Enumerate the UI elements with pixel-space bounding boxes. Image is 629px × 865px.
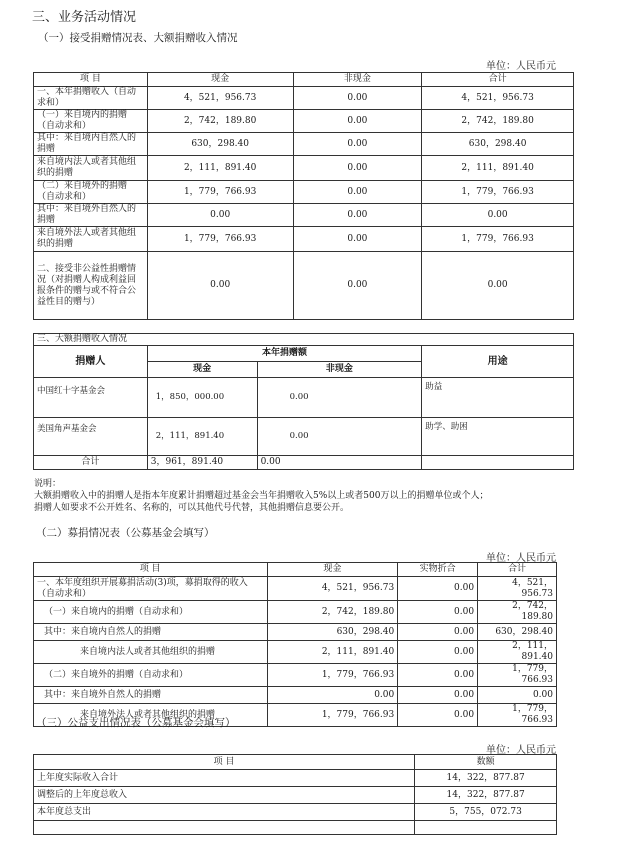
row-label: 二、接受非公益性捐赠情况（对捐赠人构成利益回报条件的赠与或不符合公益性目的赠与） <box>34 252 148 320</box>
total-use <box>422 456 574 470</box>
row-label: 一、本年度组织开展募捐活动(3)项，募捐取得的收入（自动求和） <box>34 577 268 601</box>
noncash-value: 0.00 <box>293 110 422 133</box>
total-value: 2，742，189.80 <box>478 601 557 624</box>
amount-value: 14，322，877.87 <box>415 787 557 804</box>
table-row <box>34 664 557 687</box>
expenditure-table <box>33 754 557 835</box>
total-value: 0.00 <box>422 204 574 227</box>
row-label: （二）来自境外的捐赠（自动求和） <box>34 181 148 204</box>
header-item: 项 目 <box>34 73 148 87</box>
table-row <box>34 456 574 470</box>
cash-value: 630，298.40 <box>267 624 398 641</box>
total-value: 630，298.40 <box>478 624 557 641</box>
note-line-1: 大额捐赠收入中的捐赠人是指本年度累计捐赠超过基金会当年捐赠收入5%以上或者500万以上的捐赠单位或个人； <box>34 491 489 501</box>
total-value: 630，298.40 <box>422 133 574 156</box>
row-label: 其中：来自境外自然人的捐赠 <box>34 687 268 704</box>
header-noncash: 非现金 <box>293 73 422 87</box>
goods-value: 0.00 <box>398 601 478 624</box>
table1-title: （一）接受捐赠情况表、大额捐赠收入情况 <box>38 32 238 44</box>
table-row <box>34 770 557 787</box>
row-label: 本年度总支出 <box>34 804 415 821</box>
header-cash: 现金 <box>147 362 257 378</box>
cash-value: 2，111，891.40 <box>147 418 257 456</box>
row-label: 来自境外法人或者其他组织的捐赠 <box>34 704 268 727</box>
cash-value: 1，779，766.93 <box>147 181 293 204</box>
table-row <box>34 156 574 181</box>
amount-value: 14，322，877.87 <box>415 770 557 787</box>
header-total: 合计 <box>422 73 574 87</box>
use-value: 助学、助困 <box>422 418 574 456</box>
total-cash: 3，961，891.40 <box>147 456 257 470</box>
table-row <box>34 787 557 804</box>
cash-value: 2，742，189.80 <box>267 601 398 624</box>
total-value: 0.00 <box>478 687 557 704</box>
header-cash: 现金 <box>147 73 293 87</box>
noncash-value: 0.00 <box>293 133 422 156</box>
row-label <box>34 821 415 835</box>
amount-value: 5，755，072.73 <box>415 804 557 821</box>
row-label: 来自境外法人或者其他组织的捐赠 <box>34 227 148 252</box>
table-row <box>34 133 574 156</box>
table-row <box>34 624 557 641</box>
table-row <box>34 252 574 320</box>
total-value: 1，779，766.93 <box>478 664 557 687</box>
table-row <box>34 687 557 704</box>
row-label: （一）来自境内的捐赠（自动求和） <box>34 110 148 133</box>
donation-table <box>33 72 574 320</box>
row-label: 其中：来自境内自然人的捐赠 <box>34 624 268 641</box>
row-label: 来自境内法人或者其他组织的捐赠 <box>34 156 148 181</box>
noncash-value: 0.00 <box>257 418 422 456</box>
large-donation-table <box>33 333 574 470</box>
header-value: 数额 <box>415 755 557 770</box>
table3-unit: 单位：人民币元 <box>486 745 556 756</box>
table-row <box>34 181 574 204</box>
table-row <box>34 227 574 252</box>
table-row <box>34 87 574 110</box>
total-value: 4，521，956.73 <box>422 87 574 110</box>
row-label: （一）来自境内的捐赠（自动求和） <box>34 601 268 624</box>
table-row <box>34 577 557 601</box>
noncash-value: 0.00 <box>293 227 422 252</box>
goods-value: 0.00 <box>398 624 478 641</box>
total-value: 2，111，891.40 <box>478 641 557 664</box>
noncash-value: 0.00 <box>293 181 422 204</box>
cash-value: 4，521，956.73 <box>147 87 293 110</box>
total-value: 2，111，891.40 <box>422 156 574 181</box>
cash-value: 0.00 <box>147 252 293 320</box>
goods-value: 0.00 <box>398 641 478 664</box>
header-item: 项 目 <box>34 755 415 770</box>
use-value: 助益 <box>422 378 574 418</box>
table2-title: （二）募捐情况表（公募基金会填写） <box>36 527 215 539</box>
table-row <box>34 418 574 456</box>
header-total: 合计 <box>478 563 557 577</box>
cash-value: 1，779，766.93 <box>147 227 293 252</box>
total-value: 2，742，189.80 <box>422 110 574 133</box>
cash-value: 1，779，766.93 <box>267 664 398 687</box>
donor-name: 美国角声基金会 <box>34 418 148 456</box>
table-row <box>34 804 557 821</box>
noncash-value: 0.00 <box>293 204 422 227</box>
row-label: 其中：来自境外自然人的捐赠 <box>34 204 148 227</box>
total-noncash: 0.00 <box>257 456 422 470</box>
header-use: 用途 <box>422 346 574 378</box>
table3-title: （三）公益支出情况表（公募基金会填写） <box>36 717 236 729</box>
header-amount: 本年捐赠额 <box>147 346 422 362</box>
large-donation-title: 三、大额捐赠收入情况 <box>34 334 574 346</box>
table1-unit: 单位：人民币元 <box>486 61 556 72</box>
table2-unit: 单位：人民币元 <box>486 553 556 564</box>
table-row <box>34 821 557 835</box>
noncash-value: 0.00 <box>257 378 422 418</box>
total-value: 1，779，766.93 <box>422 227 574 252</box>
section-title: 三、业务活动情况 <box>32 10 137 25</box>
header-donor: 捐赠人 <box>34 346 148 378</box>
header-cash: 现金 <box>267 563 398 577</box>
table-row <box>34 378 574 418</box>
cash-value: 2，111，891.40 <box>147 156 293 181</box>
table-row <box>34 110 574 133</box>
note-line-2: 捐赠人如要求不公开姓名、名称的，可以其他代号代替，其他捐赠信息要公开。 <box>34 503 350 513</box>
cash-value: 2，111，891.40 <box>267 641 398 664</box>
cash-value: 0.00 <box>147 204 293 227</box>
cash-value: 1，850，000.00 <box>147 378 257 418</box>
cash-value: 1，779，766.93 <box>267 704 398 727</box>
cash-value: 2，742，189.80 <box>147 110 293 133</box>
cash-value: 630，298.40 <box>147 133 293 156</box>
row-label: （二）来自境外的捐赠（自动求和） <box>34 664 268 687</box>
row-label: 上年度实际收入合计 <box>34 770 415 787</box>
total-value: 4，521，956.73 <box>478 577 557 601</box>
total-value: 0.00 <box>422 252 574 320</box>
fundraising-table <box>33 562 557 727</box>
total-label: 合计 <box>34 456 148 470</box>
row-label: 调整后的上年度总收入 <box>34 787 415 804</box>
amount-value <box>415 821 557 835</box>
header-goods: 实物折合 <box>398 563 478 577</box>
noncash-value: 0.00 <box>293 252 422 320</box>
cash-value: 0.00 <box>267 687 398 704</box>
total-value: 1，779，766.93 <box>422 181 574 204</box>
goods-value: 0.00 <box>398 664 478 687</box>
total-value: 1，779，766.93 <box>478 704 557 727</box>
table-row <box>34 204 574 227</box>
noncash-value: 0.00 <box>293 87 422 110</box>
donor-name: 中国红十字基金会 <box>34 378 148 418</box>
row-label: 一、本年捐赠收入（自动求和） <box>34 87 148 110</box>
header-item: 项 目 <box>34 563 268 577</box>
header-noncash: 非现金 <box>257 362 422 378</box>
row-label: 其中：来自境内自然人的捐赠 <box>34 133 148 156</box>
row-label: 来自境内法人或者其他组织的捐赠 <box>34 641 268 664</box>
note-title: 说明： <box>34 479 62 489</box>
table-row <box>34 641 557 664</box>
goods-value: 0.00 <box>398 704 478 727</box>
goods-value: 0.00 <box>398 577 478 601</box>
cash-value: 4，521，956.73 <box>267 577 398 601</box>
noncash-value: 0.00 <box>293 156 422 181</box>
table-row <box>34 601 557 624</box>
goods-value: 0.00 <box>398 687 478 704</box>
